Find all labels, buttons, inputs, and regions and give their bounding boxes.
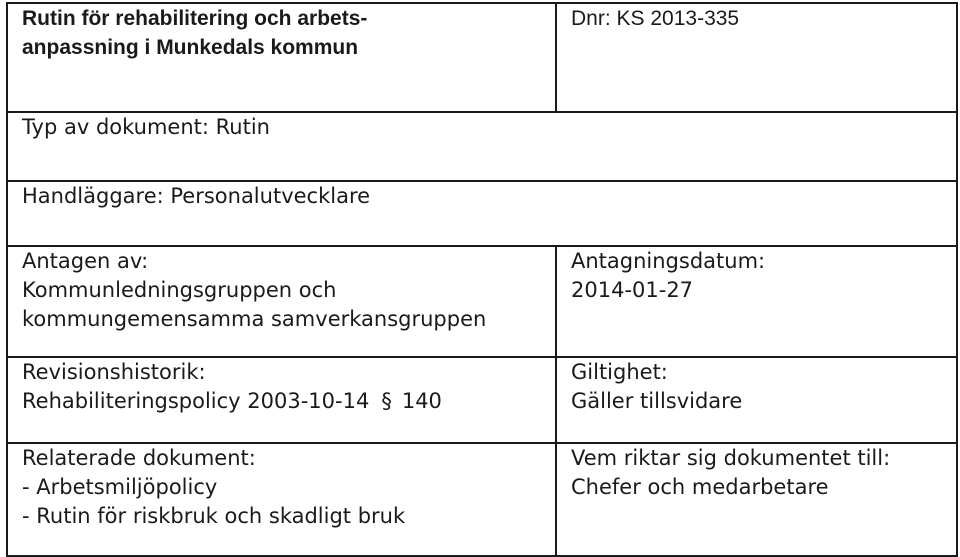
adoption-date-cell bbox=[556, 246, 957, 357]
revision-history-entry bbox=[22, 387, 555, 416]
revision-history-cell bbox=[7, 357, 556, 443]
dnr-cell bbox=[556, 3, 957, 112]
adopted-by-cell bbox=[7, 246, 556, 357]
document-type-row bbox=[7, 112, 957, 181]
revision-history-value: Rehabiliteringspolicy 2003-10-14 bbox=[22, 389, 370, 413]
handler-row bbox=[7, 181, 957, 246]
document-info-table bbox=[6, 2, 958, 557]
adoption-date-label: Antagningsdatum: bbox=[571, 249, 766, 273]
adoption-row bbox=[7, 246, 957, 357]
audience-label: Vem riktar sig dokumentet till: bbox=[571, 446, 891, 470]
document-type-cell bbox=[7, 112, 957, 181]
handler: Handläggare: Personalutvecklare bbox=[22, 184, 371, 208]
title-line-1: Rutin för rehabilitering och arbets- bbox=[22, 7, 368, 30]
audience-cell bbox=[556, 443, 957, 556]
revision-row bbox=[7, 357, 957, 443]
related-document-item: - Rutin för riskbruk och skadligt bruk bbox=[22, 504, 406, 528]
adopted-by-line-1: Kommunledningsgruppen och bbox=[22, 278, 337, 302]
adoption-date-value: 2014-01-27 bbox=[571, 278, 694, 302]
related-documents-cell bbox=[7, 443, 556, 556]
related-row bbox=[7, 443, 957, 556]
document-title bbox=[7, 3, 556, 112]
title-line-2: anpassning i Munkedals kommun bbox=[22, 36, 359, 59]
section-sign: § bbox=[381, 389, 392, 413]
audience-value: Chefer och medarbetare bbox=[571, 475, 829, 499]
validity-label: Giltighet: bbox=[571, 360, 668, 384]
handler-cell bbox=[7, 181, 957, 246]
document-type: Typ av dokument: Rutin bbox=[22, 115, 270, 139]
validity-value: Gäller tillsvidare bbox=[571, 389, 743, 413]
related-documents-label: Relaterade dokument: bbox=[22, 446, 256, 470]
adopted-by-line-2: kommungemensamma samverkansgruppen bbox=[22, 307, 487, 331]
related-document-item: - Arbetsmiljöpolicy bbox=[22, 475, 218, 499]
header-row bbox=[7, 3, 957, 112]
revision-history-label: Revisionshistorik: bbox=[22, 360, 206, 384]
adopted-by-label: Antagen av: bbox=[22, 249, 149, 273]
validity-cell bbox=[556, 357, 957, 443]
dnr-number: Dnr: KS 2013-335 bbox=[571, 7, 740, 30]
revision-history-number: 140 bbox=[401, 389, 442, 413]
